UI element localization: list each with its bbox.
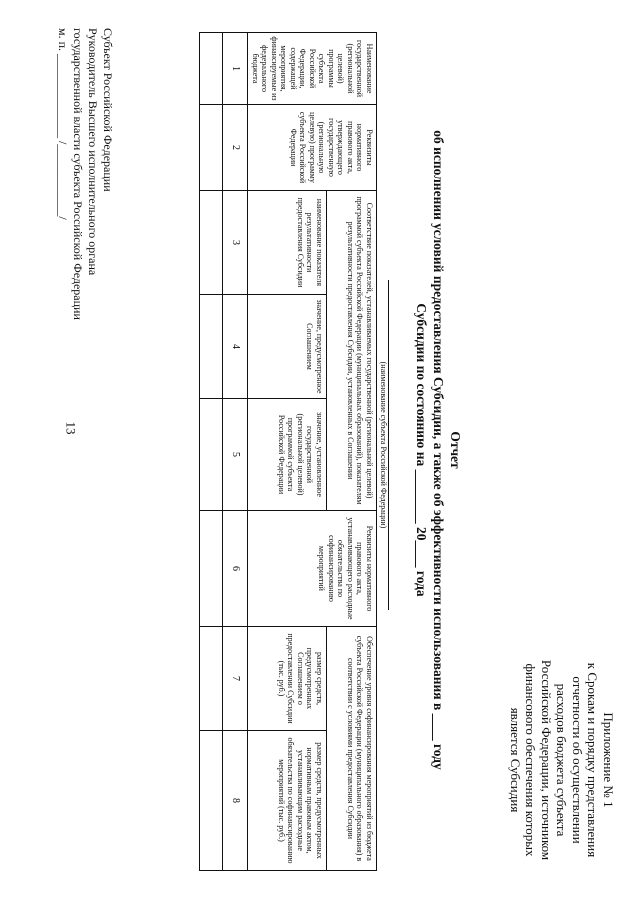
- signature-head: Руководитель Высшего исполнительного органа: [86, 28, 100, 276]
- column-number: 1: [223, 33, 248, 105]
- signature-subject: Субъект Российской Федерации: [101, 28, 115, 192]
- column-number: 5: [223, 399, 248, 511]
- page-number: 13: [63, 421, 79, 435]
- signature-authority: государственной власти субъекта Российской Федерации: [71, 28, 85, 320]
- report-title-line-2: Субсидии по состоянию на ________ 20____ года: [414, 303, 429, 597]
- header-indicator-name: наименование показателя результативности предоставления Субсидии: [248, 191, 326, 295]
- table-number-row: [223, 33, 248, 871]
- column-number: 7: [223, 627, 248, 731]
- header-agreement-value: значение, предусмотренное Соглашением: [248, 295, 326, 399]
- appendix-line: отчетности об осуществлении: [570, 676, 585, 844]
- signature-block: [55, 28, 115, 320]
- column-number: 2: [223, 105, 248, 191]
- appendix-line: является Субсидия: [508, 707, 523, 813]
- header-act-funds: размер средств, предусмотренных нормативным правовым актом, устанавливающим расходные обязательства по софинансированию мероприятий (тыс. руб.): [248, 731, 326, 871]
- table-row: [200, 33, 223, 871]
- table-cell: [200, 399, 223, 511]
- column-number: 8: [223, 731, 248, 871]
- appendix-note: [508, 640, 617, 880]
- header-cofinancing-group: Обеспечение уровня софинансирования мероприятий из бюджета субъекта Российской Федерации (муниципального образования) в соответствии с условиями предоставления Субсидии: [326, 627, 376, 871]
- column-number: 3: [223, 191, 248, 295]
- header-program-act: Реквизиты нормативного правового акта, утверждающего государственную (региональную целевую) программу субъекта Российской Федерации: [248, 105, 377, 191]
- appendix-line: Приложение № 1: [601, 712, 616, 808]
- table-cell: [200, 511, 223, 627]
- table-cell: [200, 295, 223, 399]
- column-number: 4: [223, 295, 248, 399]
- rotated-sheet: [20, 20, 620, 880]
- header-indicators-group: Соответствие показателей, устанавливаемых государственной (региональной целевой) программой субъекта Российской Федерации (муниципальных образований), показателям результативности предоставления Субсидии, установленных в Соглашении: [326, 191, 376, 511]
- table-header-row: [326, 33, 376, 871]
- header-agreement-funds: размер средств, предусмотренных Соглашением о предоставлении Субсидии (тыс. руб.): [248, 627, 326, 731]
- column-number: 6: [223, 511, 248, 627]
- table-cell: [200, 191, 223, 295]
- table-cell: [200, 33, 223, 105]
- signature-stamp-line: м. п. ______________ /____________/: [56, 28, 70, 220]
- report-title-line-1: об исполнении условий предоставления Субсидии, а также об эффективности использования в ____ году: [431, 130, 446, 770]
- header-program-name: Наименование государственной (региональной целевой) программы субъекта Российской Федерации, содержащей мероприятия, финансируемые из федерального бюджета: [248, 33, 377, 105]
- subject-name-caption: (наименование субъекта Российской Федерации): [378, 280, 389, 610]
- appendix-line: финансового обеспечения которых: [523, 663, 539, 857]
- table-cell: [200, 105, 223, 191]
- report-table: [200, 32, 378, 871]
- report-heading: Отчет: [448, 431, 463, 469]
- table-cell: [200, 731, 223, 871]
- report-title: [413, 20, 464, 880]
- header-cofinancing-act: Реквизиты нормативного правового акта, устанавливающего расходные обязательства по софинансированию мероприятий: [248, 511, 377, 627]
- appendix-line: расходов бюджета субъекта: [554, 683, 570, 837]
- appendix-line: Российской Федерации, источником: [539, 659, 554, 861]
- appendix-line: к Срокам и порядку представления: [585, 662, 601, 858]
- header-program-value: значение, установленное государственной (региональной целевой) программой субъекта Российской Федерации: [248, 399, 326, 511]
- table-cell: [200, 627, 223, 731]
